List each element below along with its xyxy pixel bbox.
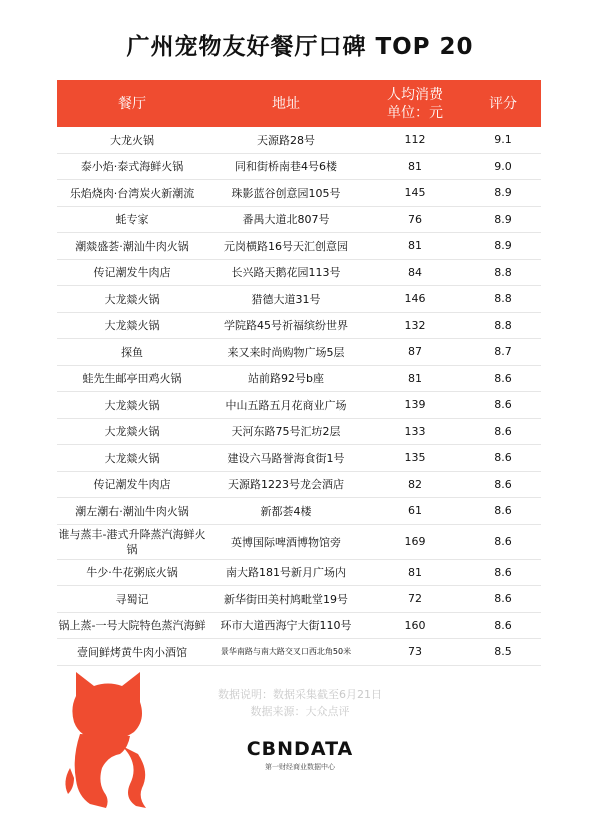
restaurant-name-cell: 大龙燚火锅 — [57, 392, 207, 419]
ranking-table — [57, 80, 541, 666]
address-cell: 英博国际啤酒博物馆旁 — [207, 524, 365, 559]
table-row — [57, 206, 541, 233]
table-row — [57, 233, 541, 260]
restaurant-name-cell: 潮左潮右·潮汕牛肉火锅 — [57, 498, 207, 525]
score-cell: 8.6 — [465, 498, 541, 525]
price-cell: 76 — [365, 206, 465, 233]
address-cell: 天源路1223号龙会酒店 — [207, 471, 365, 498]
score-cell: 9.1 — [465, 127, 541, 153]
score-cell: 8.6 — [465, 365, 541, 392]
price-cell: 139 — [365, 392, 465, 419]
address-cell: 景华南路与南大路交叉口西北角50米 — [207, 639, 365, 666]
address-cell: 长兴路天鹅花园113号 — [207, 259, 365, 286]
table-row — [57, 612, 541, 639]
restaurant-name-cell: 牛少·牛花粥底火锅 — [57, 559, 207, 586]
price-cell: 73 — [365, 639, 465, 666]
page-title: 广州宠物友好餐厅口碑 TOP 20 — [126, 34, 474, 60]
restaurant-name-cell: 壹间鲜烤黄牛肉小酒馆 — [57, 639, 207, 666]
score-cell: 8.6 — [465, 586, 541, 613]
table-row — [57, 339, 541, 366]
score-cell: 8.9 — [465, 206, 541, 233]
address-cell: 猎德大道31号 — [207, 286, 365, 313]
score-cell: 8.8 — [465, 286, 541, 313]
brand-logo — [234, 738, 366, 772]
cat-mascot-icon — [62, 672, 158, 812]
score-cell: 8.7 — [465, 339, 541, 366]
price-cell: 87 — [365, 339, 465, 366]
score-cell: 8.6 — [465, 612, 541, 639]
restaurant-name-cell: 乐焰烧肉·台湾炭火新潮流 — [57, 180, 207, 207]
table-row — [57, 524, 541, 559]
table-row — [57, 392, 541, 419]
score-cell: 8.8 — [465, 259, 541, 286]
score-cell: 8.8 — [465, 312, 541, 339]
price-cell: 112 — [365, 127, 465, 153]
restaurant-name-cell: 大龙燚火锅 — [57, 418, 207, 445]
address-cell: 来又来时尚购物广场5层 — [207, 339, 365, 366]
address-cell: 新都荟4楼 — [207, 498, 365, 525]
restaurant-name-cell: 潮燚盛荟·潮汕牛肉火锅 — [57, 233, 207, 260]
price-cell: 81 — [365, 153, 465, 180]
table-row — [57, 498, 541, 525]
table-row — [57, 180, 541, 207]
table-row — [57, 259, 541, 286]
header-price-line1: 人均消费 — [387, 86, 443, 103]
header-address: 地址 — [207, 80, 365, 127]
address-cell: 站前路92号b座 — [207, 365, 365, 392]
price-cell: 82 — [365, 471, 465, 498]
score-cell: 8.6 — [465, 418, 541, 445]
restaurant-name-cell: 谁与蒸丰-港式升降蒸汽海鲜火锅 — [57, 524, 207, 559]
address-cell: 学院路45号祈福缤纷世界 — [207, 312, 365, 339]
score-cell: 8.6 — [465, 471, 541, 498]
logo-subtitle: 第一财经商业数据中心 — [265, 763, 335, 771]
table-row — [57, 586, 541, 613]
price-cell: 84 — [365, 259, 465, 286]
table-row — [57, 639, 541, 666]
restaurant-name-cell: 寻蜀记 — [57, 586, 207, 613]
price-cell: 81 — [365, 365, 465, 392]
price-cell: 169 — [365, 524, 465, 559]
price-cell: 72 — [365, 586, 465, 613]
address-cell: 天河东路75号汇坊2层 — [207, 418, 365, 445]
address-cell: 南大路181号新月广场内 — [207, 559, 365, 586]
price-cell: 135 — [365, 445, 465, 472]
table-row — [57, 153, 541, 180]
table-row — [57, 286, 541, 313]
price-cell: 132 — [365, 312, 465, 339]
score-cell: 8.5 — [465, 639, 541, 666]
restaurant-name-cell: 传记潮发牛肉店 — [57, 259, 207, 286]
score-cell: 8.6 — [465, 524, 541, 559]
table-row — [57, 418, 541, 445]
restaurant-name-cell: 大龙火锅 — [57, 127, 207, 153]
address-cell: 环市大道西海宁大街110号 — [207, 612, 365, 639]
logo-name: CBNDATA — [246, 738, 354, 760]
header-restaurant: 餐厅 — [57, 80, 207, 127]
address-cell: 同和街桥南巷4号6楼 — [207, 153, 365, 180]
score-cell: 9.0 — [465, 153, 541, 180]
price-cell: 61 — [365, 498, 465, 525]
restaurant-name-cell: 大龙燚火锅 — [57, 286, 207, 313]
table-row — [57, 445, 541, 472]
address-cell: 建设六马路誉海食街1号 — [207, 445, 365, 472]
restaurant-name-cell: 泰小焰·泰式海鲜火锅 — [57, 153, 207, 180]
table-row — [57, 559, 541, 586]
address-cell: 番禺大道北807号 — [207, 206, 365, 233]
restaurant-name-cell: 传记潮发牛肉店 — [57, 471, 207, 498]
restaurant-name-cell: 大龙燚火锅 — [57, 312, 207, 339]
table-row — [57, 127, 541, 153]
data-note: 数据说明：数据采集截至6月21日 — [218, 688, 382, 701]
price-cell: 145 — [365, 180, 465, 207]
header-price — [365, 80, 465, 127]
score-cell: 8.6 — [465, 392, 541, 419]
table-row — [57, 312, 541, 339]
table-row — [57, 471, 541, 498]
address-cell: 珠影蓝谷创意园105号 — [207, 180, 365, 207]
price-cell: 81 — [365, 559, 465, 586]
table-header-row — [57, 80, 541, 127]
data-source: 数据来源：大众点评 — [250, 705, 350, 718]
price-cell: 146 — [365, 286, 465, 313]
restaurant-name-cell: 大龙燚火锅 — [57, 445, 207, 472]
restaurant-name-cell: 锅上蒸-一号大院特色蒸汽海鲜 — [57, 612, 207, 639]
restaurant-name-cell: 蚝专家 — [57, 206, 207, 233]
address-cell: 新华街田美村鸠毗堂19号 — [207, 586, 365, 613]
address-cell: 中山五路五月花商业广场 — [207, 392, 365, 419]
address-cell: 元岗横路16号天汇创意园 — [207, 233, 365, 260]
restaurant-name-cell: 蛙先生邮亭田鸡火锅 — [57, 365, 207, 392]
header-price-line2: 单位：元 — [387, 104, 443, 121]
score-cell: 8.9 — [465, 233, 541, 260]
score-cell: 8.6 — [465, 445, 541, 472]
score-cell: 8.9 — [465, 180, 541, 207]
price-cell: 81 — [365, 233, 465, 260]
price-cell: 160 — [365, 612, 465, 639]
restaurant-name-cell: 探鱼 — [57, 339, 207, 366]
header-score: 评分 — [465, 80, 541, 127]
table-row — [57, 365, 541, 392]
price-cell: 133 — [365, 418, 465, 445]
address-cell: 天源路28号 — [207, 127, 365, 153]
score-cell: 8.6 — [465, 559, 541, 586]
